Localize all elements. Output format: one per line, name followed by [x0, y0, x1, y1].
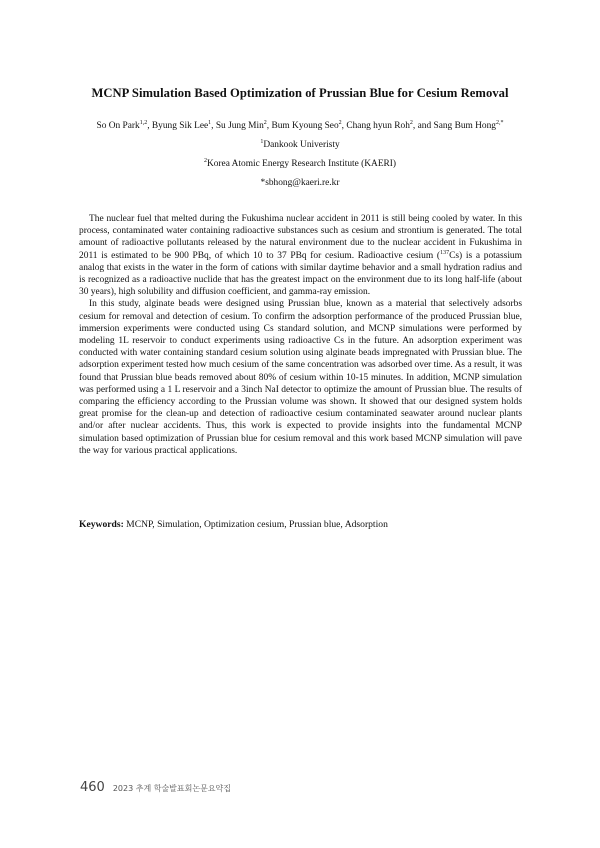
- publication-name: 2023 추계 학술발표회논문요약집: [112, 784, 232, 793]
- affiliation-2: $^2$Korea Atomic Energy Research Institute (KAERI): [203, 157, 397, 169]
- paper-title: MCNP Simulation Based Optimization of Prussian Blue for Cesium Removal: [91, 86, 509, 100]
- author: So On Park$^{1,2}$,: [96, 119, 152, 131]
- abstract: [79, 213, 522, 457]
- author: Byung Sik Lee$^1$,: [151, 119, 216, 131]
- keywords-label: Keywords:: [79, 519, 124, 530]
- keywords-text: MCNP, Simulation, Optimization cesium, Prussian blue, Adsorption: [123, 519, 388, 530]
- page-number: 460: [80, 780, 105, 795]
- abstract-paragraph-2: In this study, alginate beads were designed using Prussian blue, known as a material that selectively adsorbs cesium for removal and detection of cesium. To confirm the adsorption performance of the produced Prussian blue, immersion experiments were conducted using Cs standard solution, and MCNP simulations were performed by modeling 1L reservoir to conduct experiments using radioactive Cs in the future. An adsorption experiment was conducted with water containing standard cesium solution using alginate beads impregnated with Prussian blue. The adsorption experiment tested how much cesium of the same concentration was adsorbed over time. As a result, it was found that Prussian blue beads removed about 80% of cesium within 10-15 minutes. In addition, MCNP simulation was performed using a 1 L reservoir and a 3inch NaI detector to optimize the amount of Prussian blue. The results of comparing the efficiency according to the Prussian volume was shown. It showed that our designed system holds great promise for the clean-up and detection of radioactive cesium contaminated seawater around nuclear plants and/or after nuclear accidents. Thus, this work is expected to provide insights into the fundamental MCNP simulation based optimization of Prussian blue for cesium removal and this work based MCNP simulation will pave the way for various practical applications.: [79, 299, 522, 456]
- abstract-paragraph-1: The nuclear fuel that melted during the Fukushima nuclear accident in 2011 is still being cooled by water. In this process, contaminated water containing radioactive substances such as cesium and strontium is generated. The total amount of radioactive pollutants released by the natural environment due to the nuclear accident in Fukushima in 2011 is estimated to be 900 PBq, of which 10 to 37 PBq for cesium. Radioactive cesium ($^{137}$Cs) is a potassium analog that exists in the water in the form of cations with similar daytime behavior and a small hydration radius and is recognized as a radioactive nuclide that has the greatest impact on the environment due to its long half-life (about 30 years), high solubility and diffusion coefficient, and gamma-ray emission.: [79, 214, 522, 298]
- page-footer: [80, 780, 231, 795]
- author-list: [40, 121, 560, 131]
- keywords: [79, 519, 522, 530]
- affiliation-1: $^1$Dankook Univeristy: [260, 138, 340, 150]
- corresponding-email: *sbhong@kaeri.re.kr: [260, 178, 340, 188]
- author: Bum Kyoung Seo$^2$,: [271, 119, 347, 131]
- author: Su Jung Min$^2$,: [215, 119, 272, 131]
- author: Sang Bum Hong$^{2,*}$: [433, 119, 504, 131]
- author: Chang hyun Roh$^2$, and: [346, 119, 434, 131]
